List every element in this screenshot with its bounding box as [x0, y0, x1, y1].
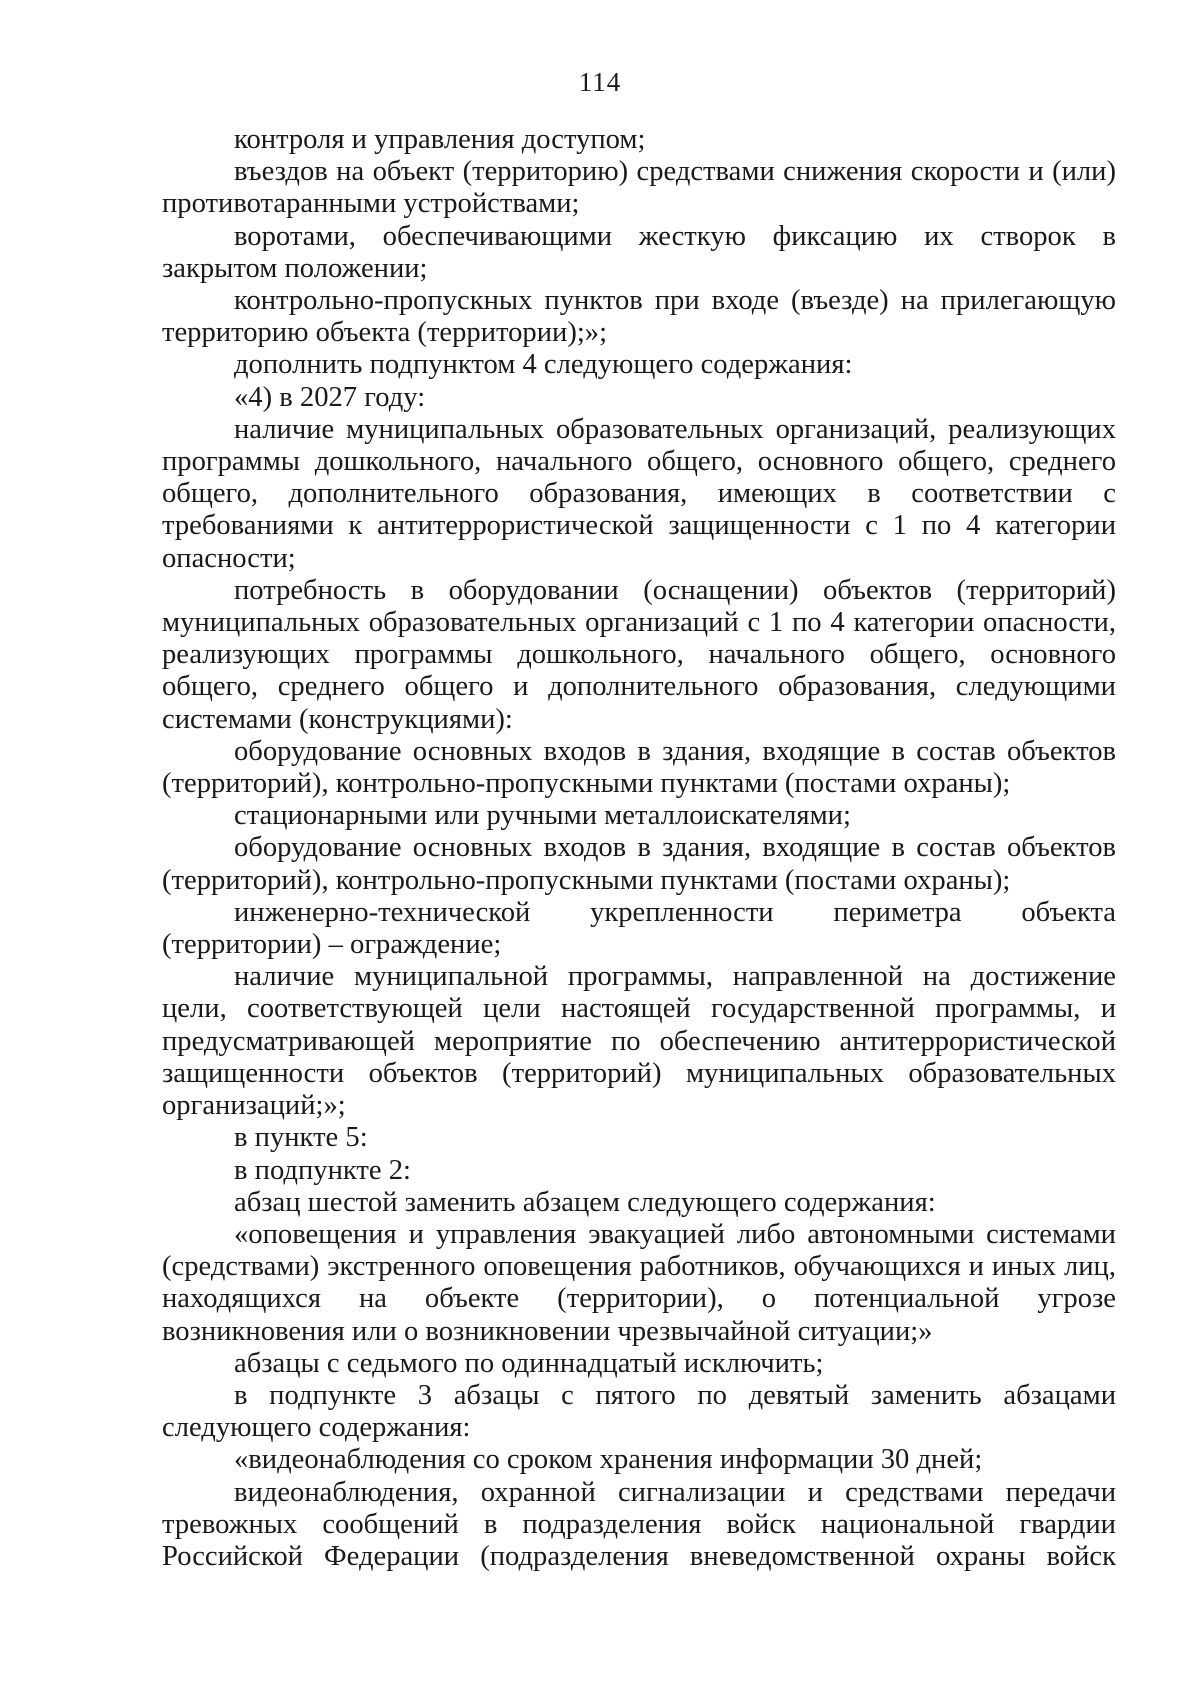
paragraph: оборудование основных входов в здания, входящие в состав объектов (территорий), контрольно-пропускными пунктами (постами охраны);: [162, 735, 1116, 800]
paragraph: контрольно-пропускных пунктов при входе (въезде) на прилегающую территорию объекта (территории);»;: [162, 285, 1116, 349]
paragraph: в пункте 5:: [234, 1122, 368, 1154]
paragraph: оборудование основных входов в здания, входящие в состав объектов (территорий), контрольно-пропускными пунктами (постами охраны);: [162, 832, 1116, 896]
paragraph: наличие муниципальной программы, направленной на достижение цели, соответствующей цели настоящей государственной программы, и предусматривающей мероприятие по обеспечению антитеррористической защищенности объектов (территорий) муниципальных образовательных организаций;»;: [162, 961, 1116, 1122]
document-body: [162, 124, 1116, 1573]
paragraph: в подпункте 2:: [234, 1154, 411, 1186]
page-number: 114: [578, 67, 622, 97]
paragraph: абзац шестой заменить абзацем следующего содержания:: [234, 1186, 936, 1218]
paragraph: наличие муниципальных образовательных организаций, реализующих программы дошкольного, начального общего, основного общего, среднего общего, дополнительного образования, имеющих в соответствии с требованиями к антитеррористической защищенности с 1 по 4 категории опасности;: [162, 413, 1116, 574]
paragraph: видеонаблюдения, охранной сигнализации и средствами передачи тревожных сообщений в подразделения войск национальной гвардии Российской Федерации (подразделения вневедомственной охраны войск: [162, 1476, 1116, 1572]
paragraph: абзацы с седьмого по одиннадцатый исключить;: [234, 1347, 824, 1379]
paragraph: потребность в оборудовании (оснащении) объектов (территорий) муниципальных образовательных организаций с 1 по 4 категории опасности, реализующих программы дошкольного, начального общего, основного общего, среднего общего и дополнительного образования, следующими системами (конструкциями):: [162, 574, 1116, 735]
paragraph: стационарными или ручными металлоискателями;: [234, 800, 851, 832]
paragraph: в подпункте 3 абзацы с пятого по девятый заменить абзацами следующего содержания:: [162, 1379, 1116, 1444]
paragraph: дополнить подпунктом 4 следующего содержания:: [234, 349, 853, 381]
paragraph: «видеонаблюдения со сроком хранения информации 30 дней;: [234, 1444, 983, 1476]
paragraph: контроля и управления доступом;: [234, 124, 646, 155]
paragraph: воротами, обеспечивающими жесткую фиксацию их створок в закрытом положении;: [162, 220, 1116, 284]
paragraph: въездов на объект (территорию) средствами снижения скорости и (или) противотаранными устройствами;: [162, 156, 1116, 220]
paragraph: «оповещения и управления эвакуацией либо автономными системами (средствами) экстренного оповещения работников, обучающихся и иных лиц, находящихся на объекте (территории), о потенциальной угрозе возникновения или о возникновении чрезвычайной ситуации;»: [162, 1218, 1116, 1347]
paragraph: «4) в 2027 году:: [234, 381, 426, 413]
paragraph: инженерно-технической укрепленности периметра объекта (территории) – ограждение;: [162, 896, 1116, 961]
